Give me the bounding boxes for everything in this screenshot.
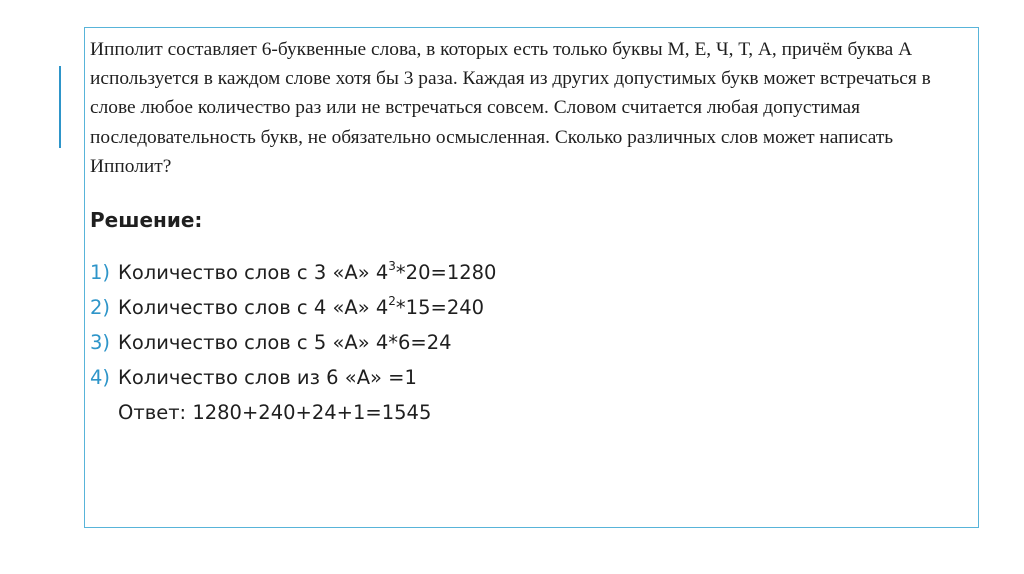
step-number: 1) <box>90 261 111 284</box>
solution-step-1 <box>90 255 496 290</box>
step-text: Количество слов из 6 «А» =1 <box>118 366 417 389</box>
step-text: Количество слов с 3 «А» 4 <box>118 261 389 284</box>
solution-step-2 <box>90 290 496 325</box>
step-text: Количество слов с 5 «А» 4*6=24 <box>118 331 452 354</box>
step-text: Количество слов с 4 «А» 4 <box>118 296 389 319</box>
step-number: 4) <box>90 366 111 389</box>
step-number: 3) <box>90 331 111 354</box>
accent-bar <box>59 66 61 148</box>
step-text-tail: *20=1280 <box>395 261 497 284</box>
answer-line: Ответ: 1280+240+24+1=1545 <box>118 401 432 424</box>
exponent: 2 <box>388 293 396 308</box>
step-text-tail: *15=240 <box>395 296 485 319</box>
solution-step-3 <box>90 325 496 360</box>
solution-step-4 <box>90 360 496 395</box>
problem-text: Ипполит составляет 6-буквенные слова, в которых есть только буквы М, Е, Ч, Т, А, причём буква А используется в каждом слове хотя бы 3 раза. Каждая из других допустимых букв может встречаться в слове любое количество раз или не встречаться совсем. Словом считается любая допустимая последовательность букв, не обязательно осмысленная. Сколько различных слов может написать Ипполит? <box>90 39 931 177</box>
solution-heading: Решение: <box>90 208 203 232</box>
exponent: 3 <box>388 258 396 273</box>
step-number: 2) <box>90 296 111 319</box>
solution-steps <box>90 255 496 430</box>
